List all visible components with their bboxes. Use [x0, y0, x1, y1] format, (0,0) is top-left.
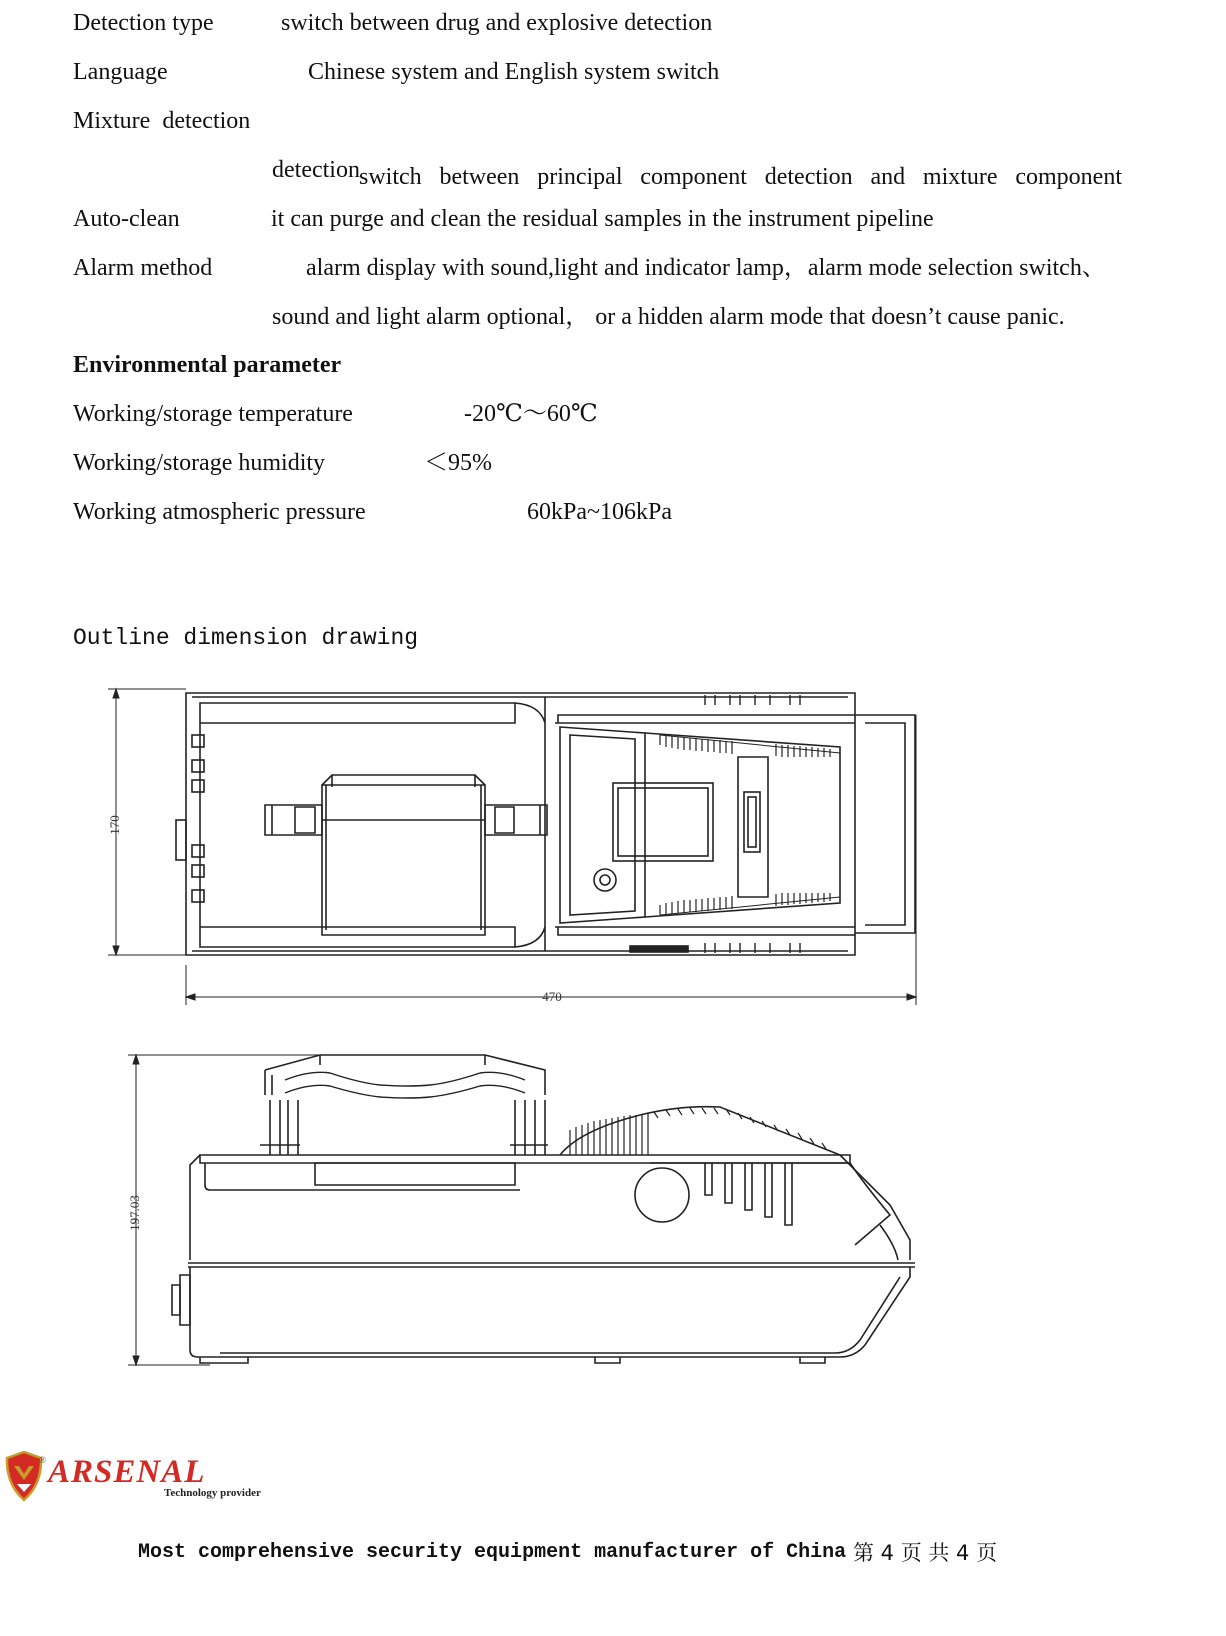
arsenal-logo — [2, 1450, 292, 1508]
drawing-title: Outline dimension drawing — [73, 625, 419, 651]
logo-wordmark: ARSENAL — [48, 1454, 206, 1490]
top-view-body — [176, 693, 915, 955]
env-value-temperature: -20℃～60℃ — [464, 401, 598, 427]
env-value-pressure: 60kPa~106kPa — [527, 499, 672, 525]
spec-value-detection-type: switch between drug and explosive detection — [281, 10, 713, 36]
top-view-width-dimension — [186, 715, 916, 1005]
top-view-drawing — [100, 675, 930, 1010]
side-view-drawing — [120, 1045, 930, 1375]
logo-tagline: Technology provider — [164, 1487, 261, 1499]
spec-label-language: Language — [73, 59, 168, 85]
spec-value-auto-clean: it can purge and clean the residual samples in the instrument pipeline — [271, 206, 934, 232]
spec-label-mixture-detection: Mixture detection — [73, 108, 251, 134]
spec-value-language: Chinese system and English system switch — [308, 59, 720, 85]
side-view-height-label: 197.03 — [127, 1195, 142, 1231]
environment-heading: Environmental parameter — [73, 352, 342, 378]
spec-value-mixture-detection: switch between principal component detection and mixture component — [359, 164, 1122, 190]
shield-icon — [7, 1452, 41, 1500]
spec-value-alarm-method: alarm display with sound,light and indicator lamp，alarm mode selection switch、 — [306, 255, 1106, 281]
top-view-width-label: 470 — [542, 989, 562, 1004]
env-label-humidity: Working/storage humidity — [73, 450, 326, 476]
spec-label-auto-clean: Auto-clean — [73, 206, 180, 232]
logo-registered-mark: ® — [39, 1455, 46, 1465]
footer-page-number: 第 4 页 共 4 页 — [853, 1541, 998, 1565]
env-label-pressure: Working atmospheric pressure — [73, 499, 366, 525]
side-view-height-dimension — [128, 1055, 320, 1365]
top-view-rib-hatching — [660, 735, 830, 915]
top-view-height-label: 170 — [107, 815, 122, 835]
spec-value-alarm-method-cont: sound and light alarm optional， or a hidden alarm mode that doesn’t cause panic. — [272, 304, 1065, 330]
spec-value-mixture-detection-cont: detection — [272, 157, 360, 183]
footer-slogan: Most comprehensive security equipment manufacturer of China — [138, 1541, 847, 1564]
spec-label-alarm-method: Alarm method — [73, 255, 213, 281]
env-label-temperature: Working/storage temperature — [73, 401, 353, 427]
spec-label-detection-type: Detection type — [73, 10, 214, 36]
env-value-humidity: ＜95% — [424, 450, 492, 476]
side-view-body — [172, 1055, 915, 1363]
